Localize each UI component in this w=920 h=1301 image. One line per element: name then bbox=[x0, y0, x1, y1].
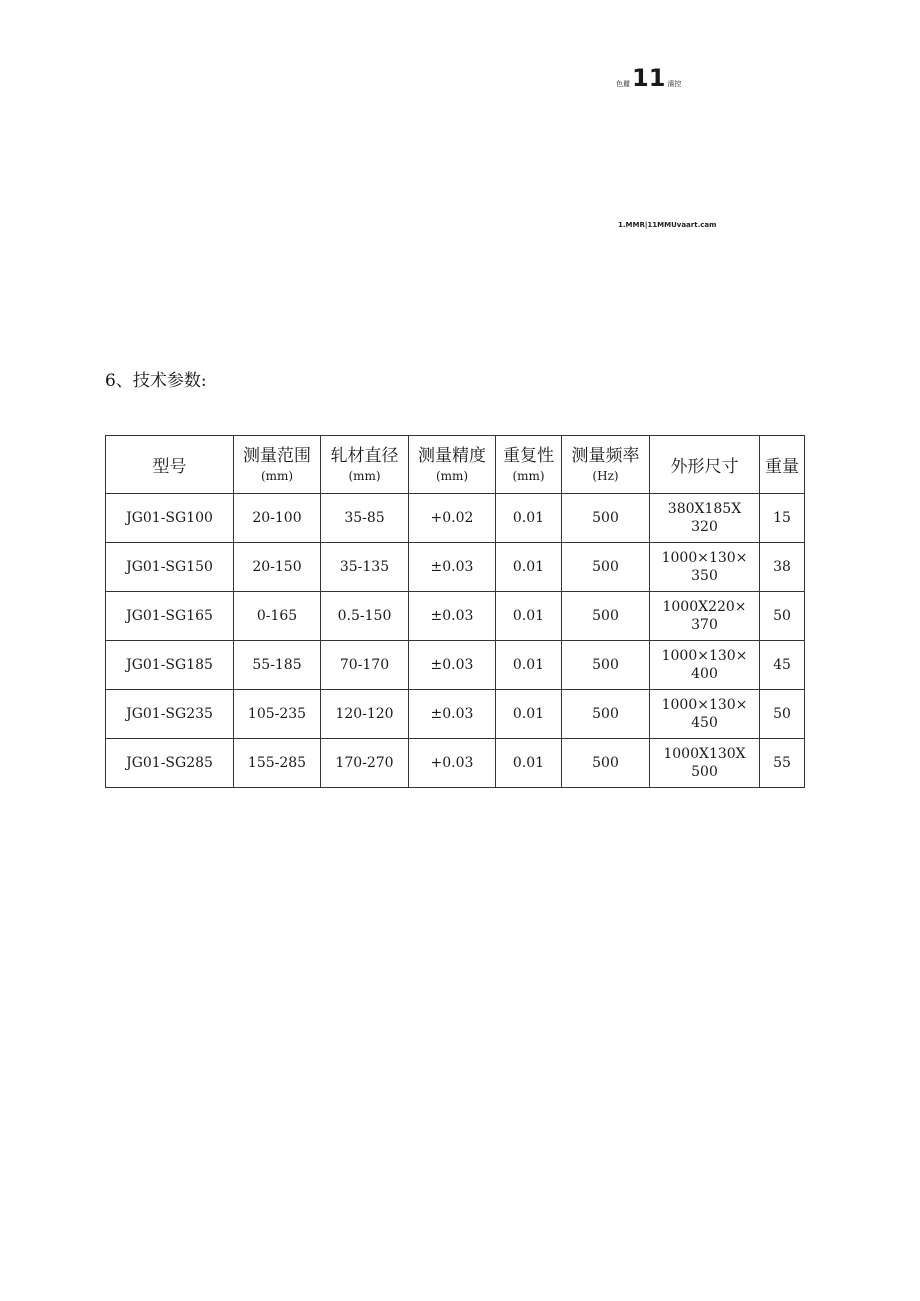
cell-accuracy: ±0.03 bbox=[409, 543, 496, 592]
header-range: 测量范围 (mm) bbox=[234, 436, 321, 494]
page-url-text: 1.MMR|11MMUvaart.cam bbox=[618, 221, 717, 229]
cell-repeatability: 0.01 bbox=[496, 494, 562, 543]
cell-accuracy: +0.03 bbox=[409, 739, 496, 788]
cell-dimensions: 380X185X 320 bbox=[650, 494, 760, 543]
cell-frequency: 500 bbox=[562, 641, 650, 690]
cell-frequency: 500 bbox=[562, 592, 650, 641]
cell-accuracy: ±0.03 bbox=[409, 690, 496, 739]
cell-range: 20-100 bbox=[234, 494, 321, 543]
cell-diameter: 170-270 bbox=[321, 739, 409, 788]
cell-diameter: 35-135 bbox=[321, 543, 409, 592]
cell-repeatability: 0.01 bbox=[496, 641, 562, 690]
page-number: 11 bbox=[632, 64, 666, 92]
cell-diameter: 70-170 bbox=[321, 641, 409, 690]
cell-dimensions: 1000×130× 400 bbox=[650, 641, 760, 690]
cell-model: JG01-SG235 bbox=[106, 690, 234, 739]
table-row bbox=[106, 592, 805, 641]
cell-weight: 45 bbox=[760, 641, 805, 690]
cell-accuracy: ±0.03 bbox=[409, 592, 496, 641]
cell-repeatability: 0.01 bbox=[496, 592, 562, 641]
header-accuracy: 测量精度 (mm) bbox=[409, 436, 496, 494]
cell-repeatability: 0.01 bbox=[496, 690, 562, 739]
page-header bbox=[616, 64, 736, 94]
table-row bbox=[106, 641, 805, 690]
cell-frequency: 500 bbox=[562, 494, 650, 543]
cell-frequency: 500 bbox=[562, 690, 650, 739]
cell-repeatability: 0.01 bbox=[496, 739, 562, 788]
cell-range: 55-185 bbox=[234, 641, 321, 690]
cell-range: 20-150 bbox=[234, 543, 321, 592]
table-row bbox=[106, 739, 805, 788]
cell-weight: 38 bbox=[760, 543, 805, 592]
cell-dimensions: 1000X130X 500 bbox=[650, 739, 760, 788]
cell-dimensions: 1000X220× 370 bbox=[650, 592, 760, 641]
cell-weight: 50 bbox=[760, 690, 805, 739]
spec-table bbox=[105, 435, 805, 788]
cell-range: 0-165 bbox=[234, 592, 321, 641]
cell-dimensions: 1000×130× 450 bbox=[650, 690, 760, 739]
header-dimensions: 外形尺寸 bbox=[650, 436, 760, 494]
header-frequency: 测量频率 (Hz) bbox=[562, 436, 650, 494]
header-weight: 重量 bbox=[760, 436, 805, 494]
cell-model: JG01-SG285 bbox=[106, 739, 234, 788]
cell-model: JG01-SG100 bbox=[106, 494, 234, 543]
section-heading: 6、技术参数: bbox=[105, 371, 207, 391]
cell-repeatability: 0.01 bbox=[496, 543, 562, 592]
cell-weight: 55 bbox=[760, 739, 805, 788]
table-row bbox=[106, 543, 805, 592]
cell-frequency: 500 bbox=[562, 543, 650, 592]
cell-weight: 15 bbox=[760, 494, 805, 543]
cell-dimensions: 1000×130× 350 bbox=[650, 543, 760, 592]
cell-accuracy: ±0.03 bbox=[409, 641, 496, 690]
header-diameter: 轧材直径 (mm) bbox=[321, 436, 409, 494]
cell-diameter: 0.5-150 bbox=[321, 592, 409, 641]
cell-frequency: 500 bbox=[562, 739, 650, 788]
cell-accuracy: +0.02 bbox=[409, 494, 496, 543]
header-right-text: 濱控 bbox=[667, 80, 682, 88]
cell-model: JG01-SG150 bbox=[106, 543, 234, 592]
header-model: 型号 bbox=[106, 436, 234, 494]
cell-range: 105-235 bbox=[234, 690, 321, 739]
cell-model: JG01-SG185 bbox=[106, 641, 234, 690]
cell-model: JG01-SG165 bbox=[106, 592, 234, 641]
cell-range: 155-285 bbox=[234, 739, 321, 788]
cell-diameter: 35-85 bbox=[321, 494, 409, 543]
table-row bbox=[106, 690, 805, 739]
header-repeatability: 重复性 (mm) bbox=[496, 436, 562, 494]
header-left-text: 色麗 bbox=[616, 80, 630, 88]
table-header-row bbox=[106, 436, 805, 494]
cell-diameter: 120-120 bbox=[321, 690, 409, 739]
table-row bbox=[106, 494, 805, 543]
cell-weight: 50 bbox=[760, 592, 805, 641]
